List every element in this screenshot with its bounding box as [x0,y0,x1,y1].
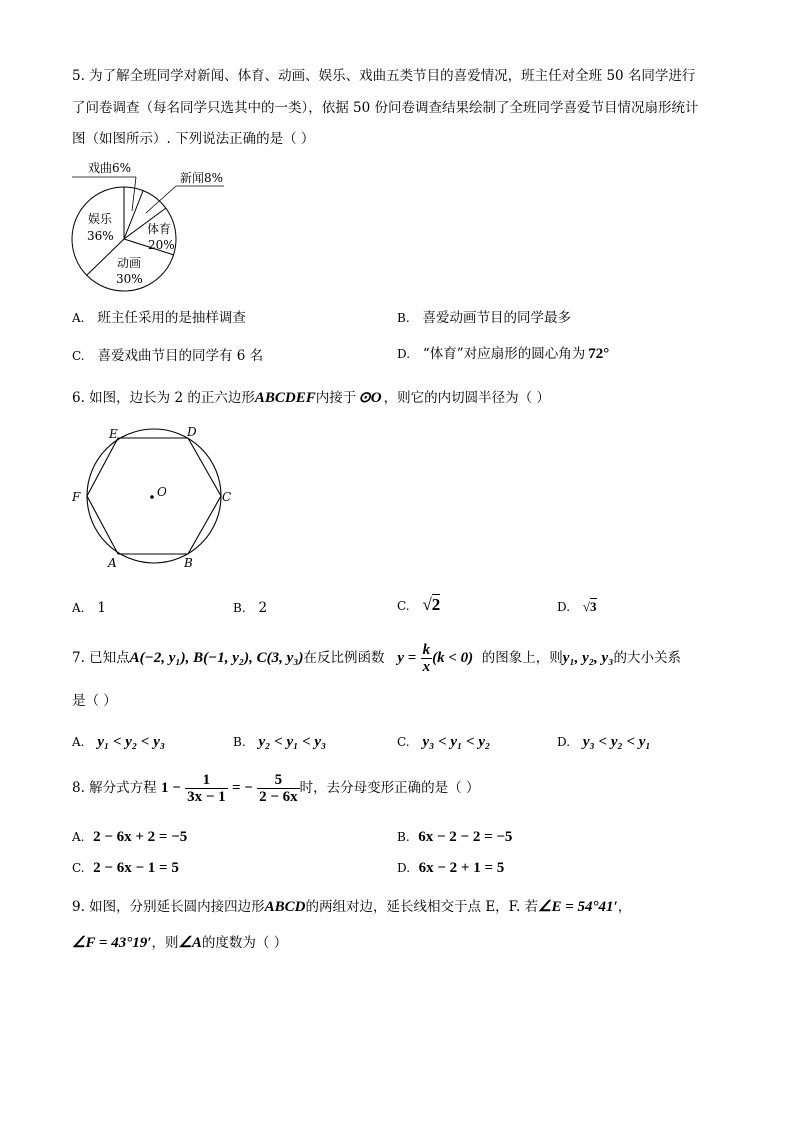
label-c: C [222,490,232,504]
hexagon-figure [66,420,241,575]
option-math: 6x − 2 − 2 = −5 [418,829,513,845]
q7-func-condition: (k < 0) [432,650,474,666]
option-text: 1 [97,600,106,616]
label-a: A [108,556,117,570]
option-letter: A. [72,735,85,749]
center-point [150,495,154,499]
q6-suffix: ，则它的内切圆半径为（ ） [383,390,550,406]
q8-eq-mid: = − [231,780,253,796]
option-math: y₂ < y₁ < y₃ [258,734,327,750]
q7-after: 的图象上，则 [481,650,563,666]
option-text: 喜爱动画节目的同学最多 [422,310,572,326]
option-text: 班主任采用的是抽样调查 [97,310,246,326]
option-letter: C. [397,735,410,749]
label-yule-pct: 36% [87,229,114,243]
q7-middle: 在反比例函数 [303,650,385,666]
fraction-numerator: 1 [185,772,228,789]
option-letter: D. [557,735,571,749]
q9-line1 [72,898,631,916]
q9-comma: ， [617,899,632,915]
q5-option-a[interactable] [72,309,246,327]
fraction-numerator: k [422,642,431,658]
q8-stem [72,771,479,805]
option-letter: C. [72,861,85,875]
q7-option-b[interactable] [233,733,326,751]
q6-option-c[interactable] [397,596,440,615]
q9-angle-a: ∠A [178,935,202,951]
option-math: y₃ < y₁ < y₂ [422,734,491,750]
q7-func-fraction [421,642,433,675]
option-letter: D. [397,347,411,361]
q7-option-a[interactable] [72,733,165,751]
option-letter: B. [233,601,246,615]
option-letter: A. [72,830,85,844]
fraction-numerator: 5 [257,772,300,789]
option-letter: D. [397,861,411,875]
q9-angle-f: ∠F = 43°19′ [72,935,152,951]
q7-vars: y₁, y₂, y₃ [562,650,614,666]
q6-middle: 内接于 [315,390,357,406]
option-math: y₁ < y₂ < y₃ [97,734,166,750]
q7-line2: 是（ ） [72,693,117,709]
q6-stem [72,389,550,407]
label-donghua: 动画 [117,256,142,270]
option-text: 喜爱戏曲节目的同学有 6 名 [97,348,264,364]
option-math: 2 − 6x − 1 = 5 [93,860,179,876]
q7-option-d[interactable] [557,733,651,751]
q6-prefix: 6. 如图，边长为 2 的正六边形 [72,390,255,406]
label-yule: 娱乐 [88,212,113,226]
xinwen-leader [146,186,176,213]
label-tiyu-pct: 20% [148,238,175,252]
q8-option-c[interactable] [72,859,179,877]
q7-func-lhs: y = [397,650,417,666]
label-xiqu: 戏曲6% [88,161,132,175]
label-f: F [72,490,81,504]
q5-option-d[interactable] [397,345,609,363]
label-tiyu: 体育 [147,222,172,236]
option-letter: B. [233,735,246,749]
q7-suffix: 的大小关系 [613,650,681,666]
label-o: O [157,485,167,499]
q8-suffix: 时，去分母变形正确的是（ ） [299,780,480,796]
option-text: “体育”对应扇形的圆心角为 [422,346,586,362]
q9-angle-e: ∠E = 54°41′ [538,899,618,915]
q8-prefix: 8. 解分式方程 [72,780,157,796]
label-e: E [109,427,118,441]
label-xinwen: 新闻8% [180,171,224,185]
pie-chart-figure [66,156,246,301]
q9-suffix: 的度数为（ ） [201,935,288,951]
option-math: y₃ < y₂ < y₁ [582,734,651,750]
q6-circle-name: ⊙O [358,390,382,406]
option-math: 72° [588,346,610,362]
label-donghua-pct: 30% [116,272,143,286]
q9-prefix: 9. 如图，分别延长圆内接四边形 [72,899,265,915]
q8-fraction-2 [257,772,300,805]
option-letter: A. [72,601,85,615]
q6-option-a[interactable] [72,599,106,617]
q8-fraction-1 [185,772,228,805]
option-text: 2 [258,600,268,616]
q7-option-c[interactable] [397,733,490,751]
option-math: 2 [431,595,441,614]
option-letter: B. [397,311,410,325]
q7-prefix: 7. 已知点 [72,650,130,666]
option-math: 2 − 6x + 2 = −5 [93,829,188,845]
regular-hexagon [87,438,221,554]
sqrt-symbol: √ [582,599,591,614]
option-letter: C. [72,349,85,363]
xiqu-leader [132,177,136,211]
option-letter: B. [397,830,410,844]
q6-option-d[interactable] [557,598,597,616]
q8-option-d[interactable] [397,859,504,877]
fraction-denominator: 3x − 1 [187,789,226,805]
option-letter: C. [397,599,410,613]
q8-eq-one: 1 − [160,780,181,796]
q5-option-b[interactable] [397,309,571,327]
q5-line3: 图（如图所示）. 下列说法正确的是（ ） [72,131,315,147]
q5-option-c[interactable] [72,347,263,365]
q9-line2 [72,934,287,952]
q5-line1: 5. 为了解全班同学对新闻、体育、动画、娱乐、戏曲五类节目的喜爱情况，班主任对全班 50 名同学进行 [72,68,696,84]
q6-hexagon-name: ABCDEF [254,390,316,406]
label-d: D [187,425,197,439]
q9-quad-name: ABCD [264,899,306,915]
fraction-denominator: x [422,659,431,675]
option-math: 6x − 2 + 1 = 5 [418,860,505,876]
option-letter: D. [557,600,571,614]
circumcircle [87,429,221,563]
q8-option-a[interactable] [72,828,187,846]
option-letter: A. [72,311,85,325]
q8-option-b[interactable] [397,828,512,846]
fraction-denominator: 2 − 6x [259,789,298,805]
q7-points: A(−2, y₁), B(−1, y₂), C(3, y₃) [129,650,304,666]
sqrt-symbol: √ [422,595,432,614]
option-math: 3 [590,599,597,614]
q5-line2: 了问卷调查（每名同学只选其中的一类），依据 50 份问卷调查结果绘制了全班同学喜爱节目情况扇形统计 [72,100,699,116]
label-b: B [184,556,193,570]
q7-stem [72,642,681,675]
q6-option-b[interactable] [233,599,267,617]
q9-then: ，则 [151,935,179,951]
q9-middle: 的两组对边，延长线相交于点 E，F. 若 [305,899,539,915]
